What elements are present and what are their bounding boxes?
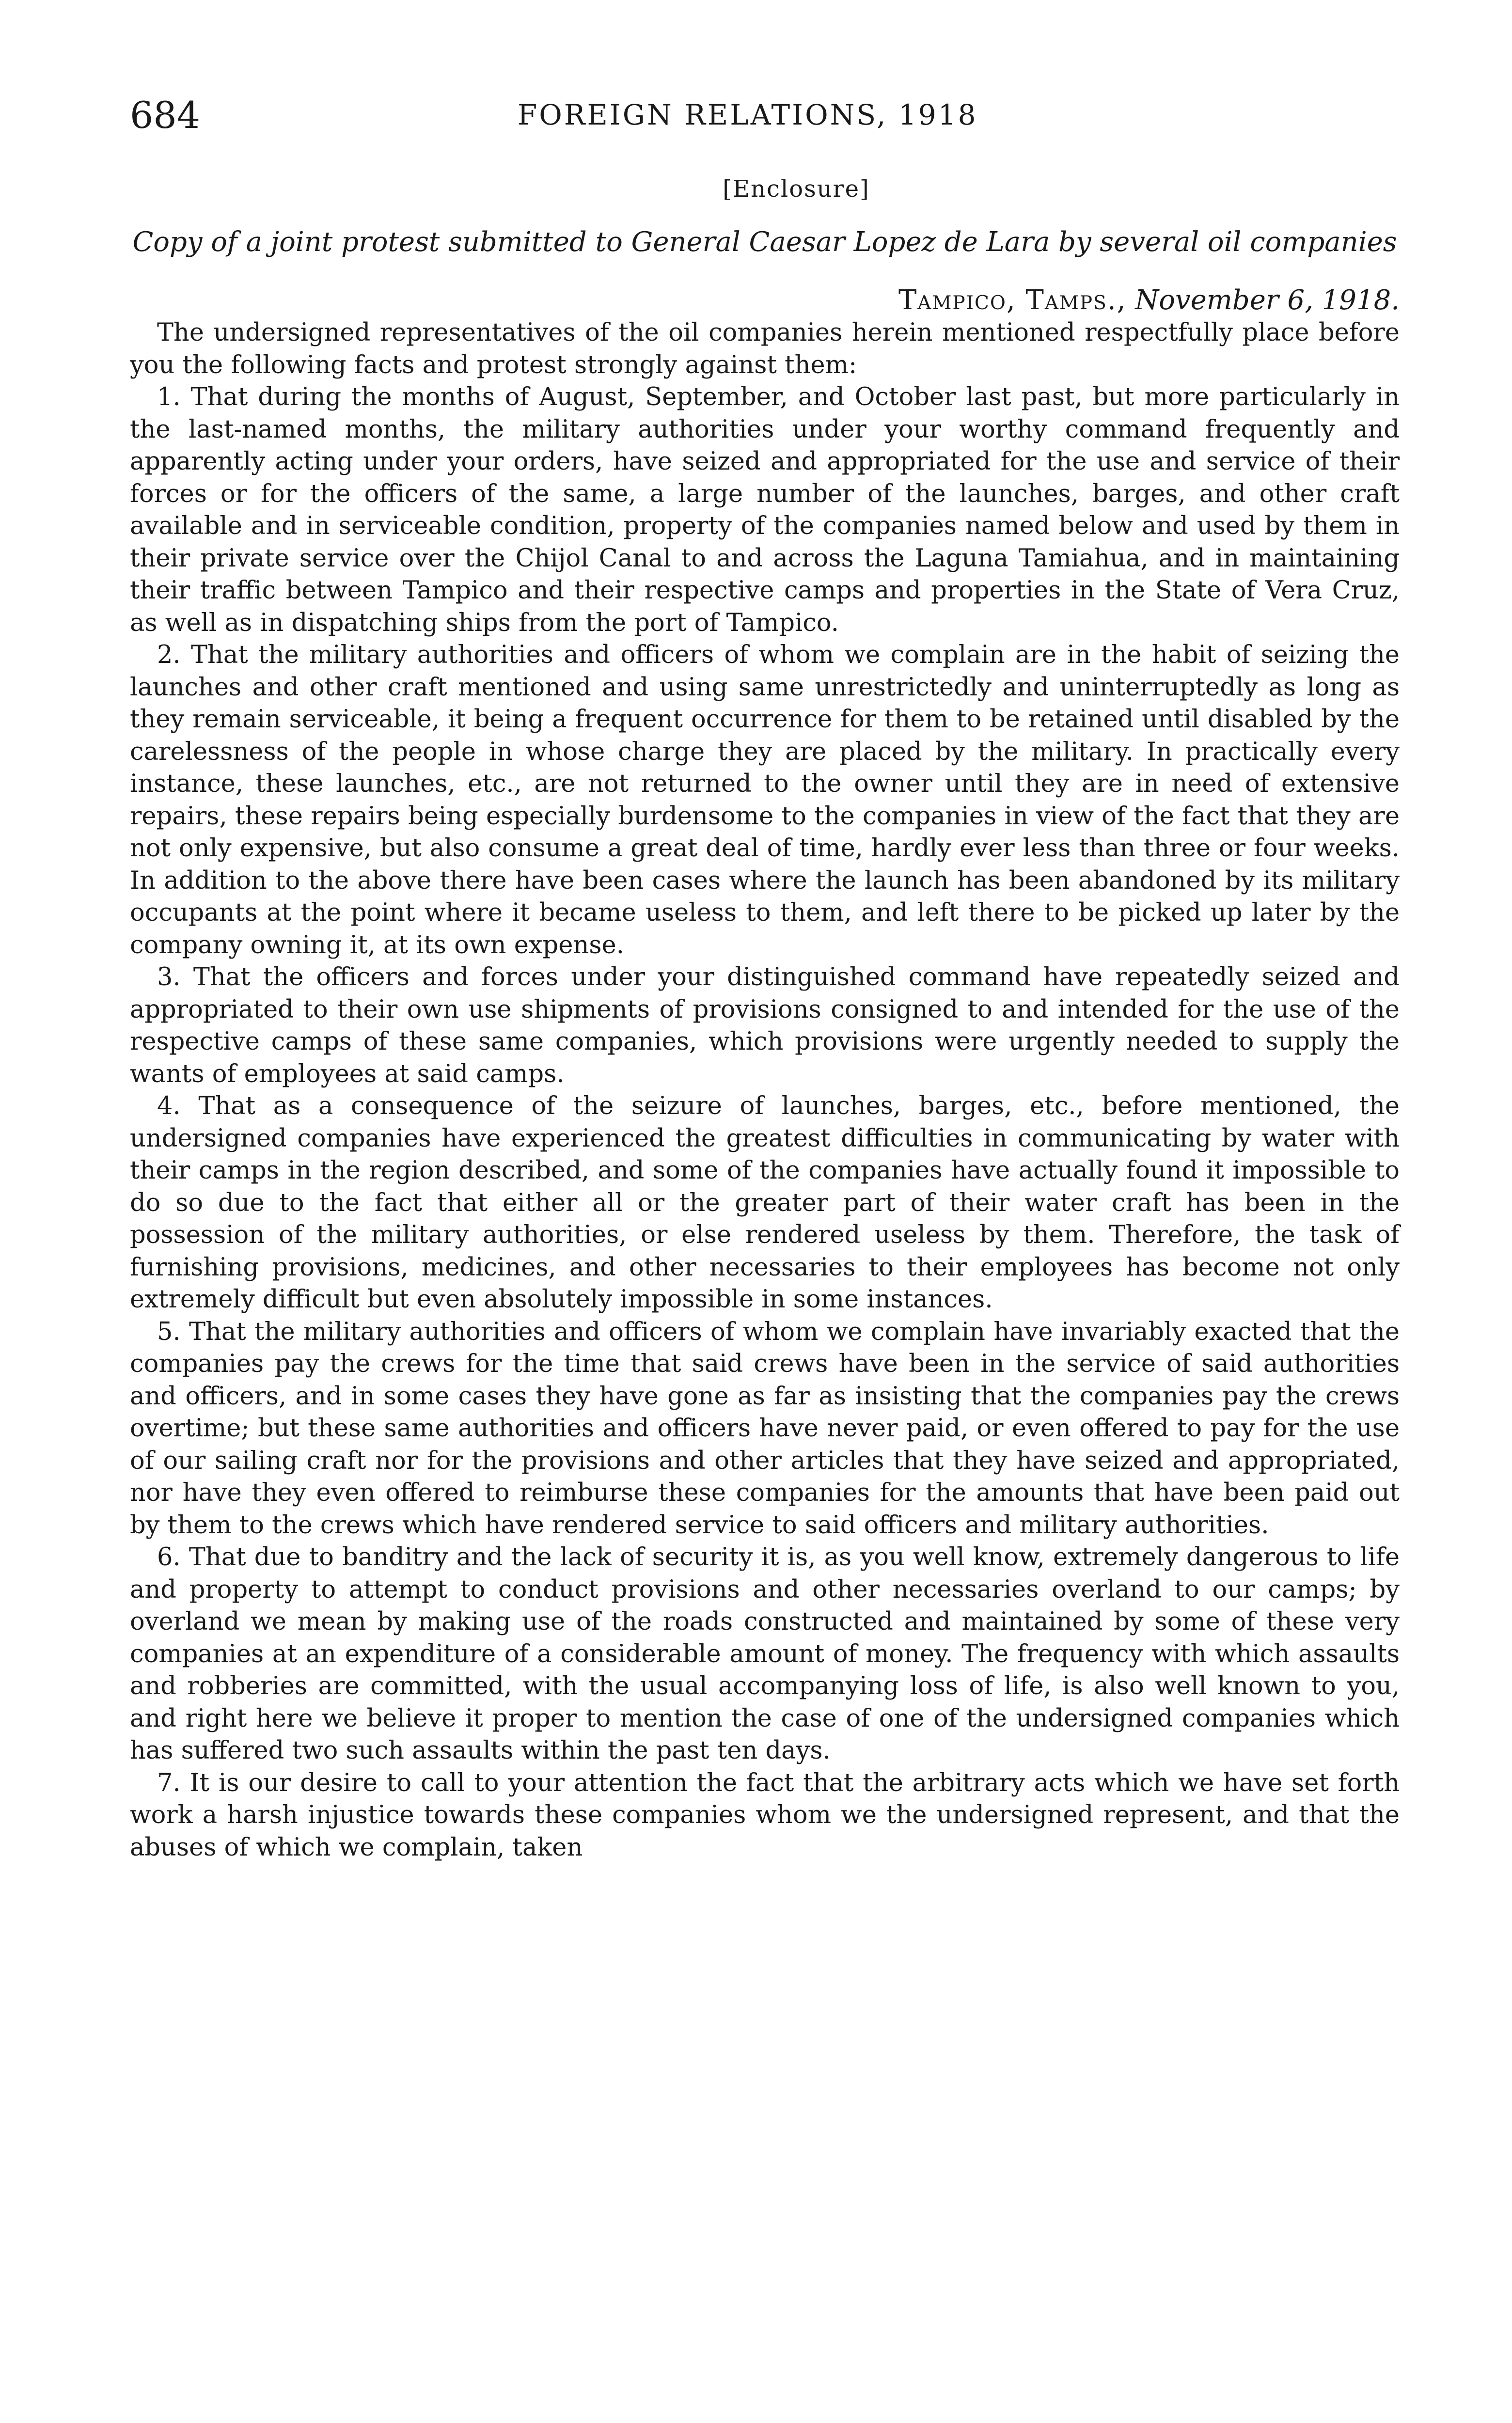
dateline: [130, 284, 1400, 317]
paragraph-5: 5. That the military authorities and officers of whom we complain have invariably exacted that the companies pay the crews for the time that said crews have been in the service of said authorities and officers, and in some cases they have gone as far as insisting that the companies pay the crews overtime; but these same authorities and officers have never paid, or even offered to pay for the use of our sailing craft nor for the provisions and other articles that they have seized and appropriated, nor have they even offered to reimburse these companies for the amounts that have been paid out by them to the crews which have rendered service to said officers and military authorities.: [130, 1317, 1400, 1540]
paragraph-intro: The undersigned representatives of the oil companies herein mentioned respectfully place before you the following facts and protest strongly against them:: [130, 318, 1400, 379]
page-number: 684: [130, 94, 201, 137]
paragraph-3: 3. That the officers and forces under your distinguished command have repeatedly seized and appropriated to their own use shipments of provisions consigned to and intended for the use of the respective camps of these same companies, which provisions were urgently needed to supply the wants of employees at said camps.: [130, 963, 1400, 1088]
paragraph-7: 7. It is our desire to call to your attention the fact that the arbitrary acts which we have set forth work a harsh injustice towards these companies whom we the undersigned represent, and that the abuses of which we complain, taken: [130, 1768, 1400, 1862]
paragraph-2: 2. That the military authorities and officers of whom we complain are in the habit of seizing the launches and other craft mentioned and using same unrestrictedly and uninterruptedly as long as they remain serviceable, it being a frequent occurrence for them to be retained until disabled by the carelessness of the people in whose charge they are placed by the military. In practically every instance, these launches, etc., are not returned to the owner until they are in need of extensive repairs, these repairs being especially burdensome to the companies in view of the fact that they are not only expensive, but also consume a great deal of time, hardly ever less than three or four weeks. In addition to the above there have been cases where the launch has been abandoned by its military occupants at the point where it became useless to them, and left there to be picked up later by the company owning it, at its own expense.: [130, 641, 1400, 960]
running-head: [130, 94, 1400, 155]
dateline-date: November 6, 1918.: [1135, 284, 1400, 316]
running-title: FOREIGN RELATIONS, 1918: [518, 98, 978, 131]
paragraph-1: 1. That during the months of August, September, and October last past, but more particularly in the last-named months, the military authorities under your worthy command frequently and apparently acting under your orders, have seized and appropriated for the use and service of their forces or for the officers of the same, a large number of the launches, barges, and other craft available and in serviceable condition, property of the companies named below and used by them in their private service over the Chijol Canal to and across the Laguna Tamiahua, and in maintaining their traffic between Tampico and their respective camps and properties in the State of Vera Cruz, as well as in dispatching ships from the port of Tampico.: [130, 383, 1400, 637]
paragraph-6: 6. That due to banditry and the lack of security it is, as you well know, extremely dangerous to life and property to attempt to conduct provisions and other necessaries overland to our camps; by overland we mean by making use of the roads constructed and maintained by some of these very companies at an expenditure of a considerable amount of money. The frequency with which assaults and robberies are committed, with the usual accompanying loss of life, is also well known to you, and right here we believe it proper to mention the case of one of the undersigned companies which has suffered two such assaults within the past ten days.: [130, 1543, 1400, 1765]
enclosure-label: [Enclosure]: [723, 175, 870, 203]
document-title: Copy of a joint protest submitted to General Caesar Lopez de Lara by several oil companies: [132, 226, 1397, 258]
dateline-place: Tampico, Tamps.,: [898, 284, 1127, 316]
document-page: [130, 94, 1400, 1864]
document-body: [130, 317, 1400, 1864]
paragraph-4: 4. That as a consequence of the seizure of launches, barges, etc., before mentioned, the undersigned companies have experienced the greatest difficulties in communicating by water with their camps in the region described, and some of the companies have actually found it impossible to do so due to the fact that either all or the greater part of their water craft has been in the possession of the military authorities, or else rendered useless by them. Therefore, the task of furnishing provisions, medicines, and other necessaries to their employees has become not only extremely difficult but even absolutely impossible in some instances.: [130, 1092, 1400, 1314]
